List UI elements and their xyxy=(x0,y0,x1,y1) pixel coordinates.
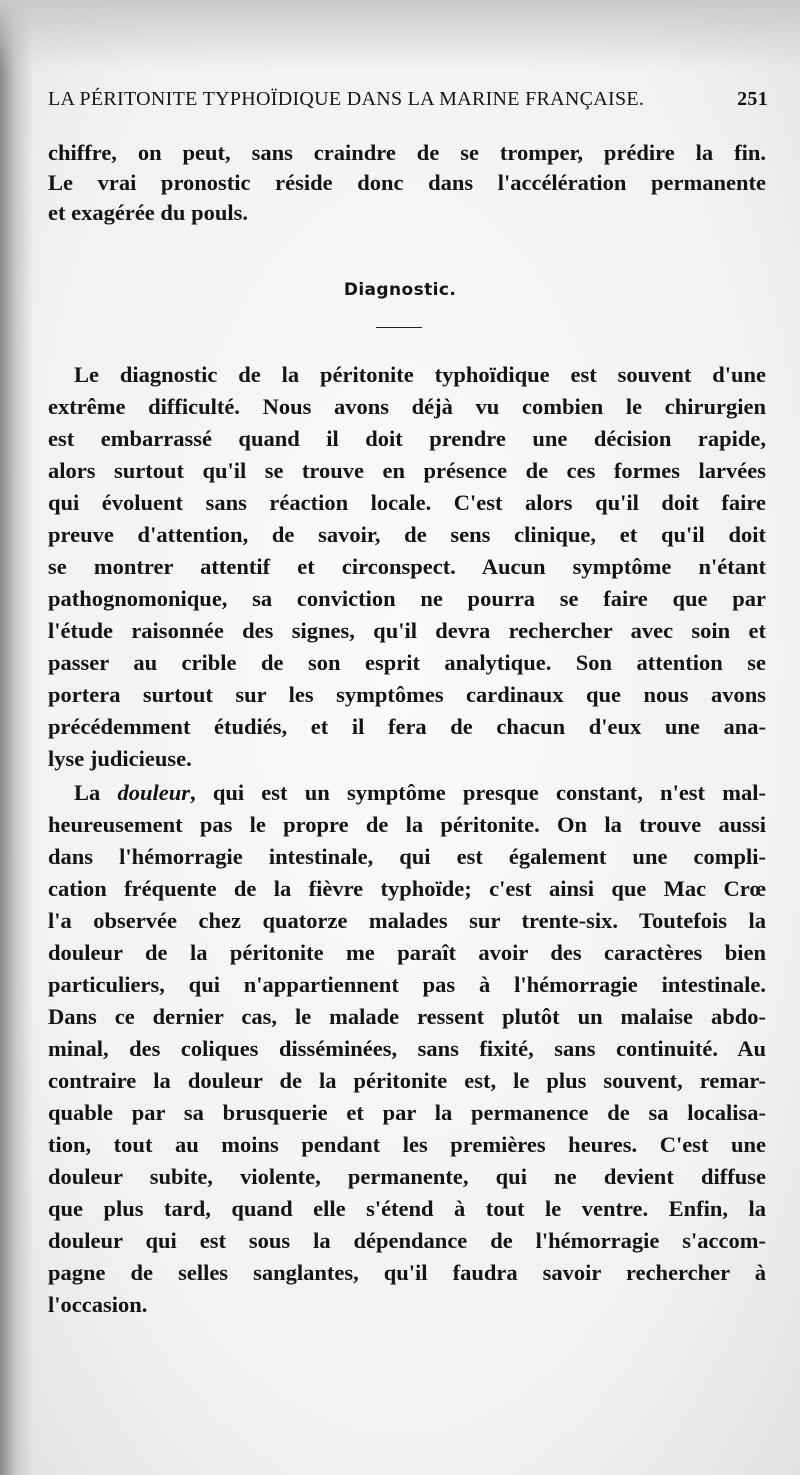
text-line: l'a observée chez quatorze malades sur trente-six. Toutefois la xyxy=(48,908,766,933)
text-line: et exagérée du pouls. xyxy=(48,200,248,225)
text-line: Dans ce dernier cas, le malade ressent plutôt un malaise abdo- xyxy=(48,1004,766,1029)
text-line: minal, des coliques disséminées, sans fixité, sans continuité. Au xyxy=(48,1036,766,1061)
text-line: précédemment étudiés, et il fera de chacun d'eux une ana- xyxy=(48,714,766,739)
text-line: pagne de selles sanglantes, qu'il faudra savoir rechercher à xyxy=(48,1260,766,1285)
text-line: que plus tard, quand elle s'étend à tout le ventre. Enfin, la xyxy=(48,1196,766,1221)
text-line: extrême difficulté. Nous avons déjà vu combien le chirurgien xyxy=(48,394,766,419)
text-line: cation fréquente de la fièvre typhoïde; c'est ainsi que Mac Crœ xyxy=(48,876,766,901)
text-line: preuve d'attention, de savoir, de sens clinique, et qu'il doit xyxy=(48,522,766,547)
text-line: pathognomonique, sa conviction ne pourra se faire que par xyxy=(48,586,766,611)
text-line: alors surtout qu'il se trouve en présence de ces formes larvées xyxy=(48,458,766,483)
scan-shadow-left xyxy=(0,0,34,1475)
text-line: dans l'hémorragie intestinale, qui est également une compli- xyxy=(48,844,766,869)
text-line: La douleur, qui est un symptôme presque constant, n'est mal- xyxy=(74,780,766,805)
text-line: passer au crible de son esprit analytique. Son attention se xyxy=(48,650,766,675)
text-line: douleur qui est sous la dépendance de l'hémorragie s'accom- xyxy=(48,1228,766,1253)
text-line: se montrer attentif et circonspect. Aucun symptôme n'étant xyxy=(48,554,766,579)
running-title: LA PÉRITONITE TYPHOÏDIQUE DANS LA MARINE FRANÇAISE. xyxy=(48,88,645,110)
text-line: portera surtout sur les symptômes cardinaux que nous avons xyxy=(48,682,766,707)
text-line: contraire la douleur de la péritonite est, le plus souvent, remar- xyxy=(48,1068,766,1093)
text-line: l'occasion. xyxy=(48,1292,148,1317)
text-line: quable par sa brusquerie et par la permanence de sa localisa- xyxy=(48,1100,766,1125)
section-heading: Diagnostic. xyxy=(343,280,457,300)
text-line: qui évoluent sans réaction locale. C'est alors qu'il doit faire xyxy=(48,490,766,515)
text-line: lyse judicieuse. xyxy=(48,746,192,771)
text-line: est embarrassé quand il doit prendre une décision rapide, xyxy=(48,426,766,451)
page-number: 251 xyxy=(737,88,768,110)
text-line: chiffre, on peut, sans craindre de se tromper, prédire la fin. xyxy=(48,140,766,165)
emphasis-douleur: douleur xyxy=(117,780,190,805)
text-line: Le diagnostic de la péritonite typhoïdique est souvent d'une xyxy=(74,362,766,387)
text-line: douleur de la péritonite me paraît avoir des caractères bien xyxy=(48,940,766,965)
text-line: tion, tout au moins pendant les premières heures. C'est une xyxy=(48,1132,766,1157)
text-line: Le vrai pronostic réside donc dans l'accélération permanente xyxy=(48,170,766,195)
text-line: douleur subite, violente, permanente, qui ne devient diffuse xyxy=(48,1164,766,1189)
heading-rule xyxy=(376,327,422,328)
scan-shadow-top xyxy=(0,0,800,70)
text-line: l'étude raisonnée des signes, qu'il devra rechercher avec soin et xyxy=(48,618,766,643)
text-line: heureusement pas le propre de la péritonite. On la trouve aussi xyxy=(48,812,766,837)
text-line: particuliers, qui n'appartiennent pas à l'hémorragie intestinale. xyxy=(48,972,766,997)
